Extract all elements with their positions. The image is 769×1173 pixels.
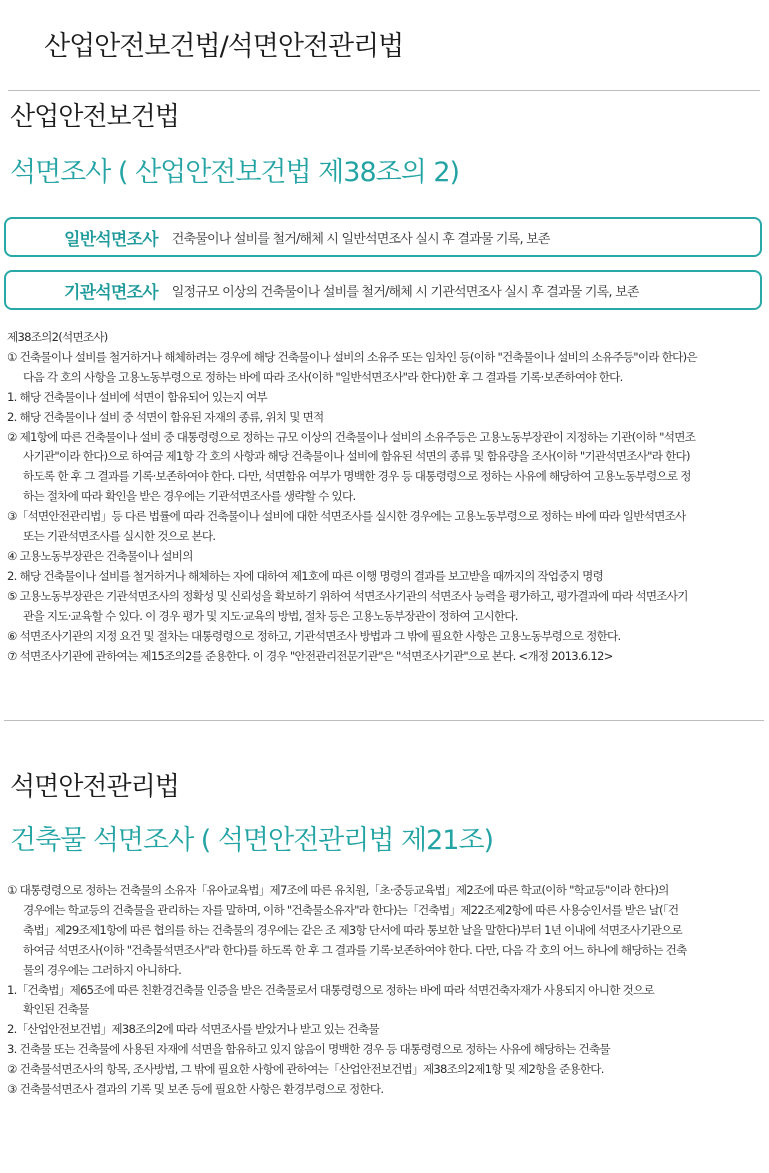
- paragraph-line: 하도록 한 후 그 결과를 기록·보존하여야 한다. 다만, 석면함유 여부가 명백한 경우 등 대통령령으로 정하는 사유에 해당하여 고용노동부령으로 정: [23, 469, 691, 484]
- paragraph-line: 3. 건축물 또는 건축물에 사용된 자재에 석면을 함유하고 있지 않음이 명백한 경우 등 대통령령으로 정하는 사유에 해당하는 건축물: [7, 1042, 610, 1057]
- institutional-survey-label: 기관석면조사: [64, 282, 158, 303]
- paragraph-line: 다음 각 호의 사항을 고용노동부령으로 정하는 바에 따라 조사(이하 "일반석면조사"라 한다)한 후 그 결과를 기록·보존하여야 한다.: [23, 369, 623, 384]
- paragraph-line: 1. 해당 건축물이나 설비에 석면이 함유되어 있는지 여부: [7, 389, 268, 404]
- paragraph-line: ① 건축물이나 설비를 철거하거나 해체하려는 경우에 해당 건축물이나 설비의 소유주 또는 임차인 등(이하 "건축물이나 설비의 소유주등"이라 한다)은: [7, 349, 697, 364]
- section1-text: [7, 328, 765, 666]
- general-survey-desc: 건축물이나 설비를 철거/해체 시 일반석면조사 실시 후 결과물 기록, 보존: [171, 231, 550, 247]
- paragraph-line: 1.「건축법」제65조에 따른 친환경건축물 인증을 받은 건축물로서 대통령령으로 정하는 바에 따라 석면건축자재가 사용되지 아니한 것으로: [7, 982, 654, 997]
- paragraph-line: 2. 해당 건축물이나 설비를 철거하거나 해체하는 자에 대하여 제1호에 따른 이행 명령의 결과를 보고받을 때까지의 작업중지 명령: [7, 568, 604, 583]
- institutional-survey-desc: 일정규모 이상의 건축물이나 설비를 철거/해체 시 기관석면조사 실시 후 결과물 기록, 보존: [171, 284, 639, 300]
- general-survey-label: 일반석면조사: [64, 229, 158, 250]
- section2-subtitle: 건축물 석면조사 ( 석면안전관리법 제21조): [10, 825, 494, 856]
- paragraph-line: 축법」제29조제1항에 따른 협의를 하는 건축물의 경우에는 같은 조 제3항 단서에 따라 통보한 날을 말한다)부터 1년 이내에 석면조사기관으로: [23, 922, 682, 937]
- page-title: 산업안전보건법/석면안전관리법: [44, 31, 404, 62]
- paragraph-line: ② 건축물석면조사의 항목, 조사방법, 그 밖에 필요한 사항에 관하여는「산업안전보건법」제38조의2제1항 및 제2항을 준용한다.: [7, 1062, 604, 1077]
- institutional-survey-box: [4, 270, 762, 310]
- paragraph-line: 또는 기관석면조사를 실시한 것으로 본다.: [23, 529, 216, 544]
- paragraph-line: ② 제1항에 따른 건축물이나 설비 중 대통령령으로 정하는 규모 이상의 건축물이나 설비의 소유주등은 고용노동부장관이 지정하는 기관(이하 "석면조: [7, 429, 696, 444]
- section2-text: [7, 881, 765, 1100]
- section1-subtitle: 석면조사 ( 산업안전보건법 제38조의 2): [10, 157, 460, 188]
- paragraph-line: 사기관"이라 한다)으로 하여금 제1항 각 호의 사항과 해당 건축물이나 설비에 함유된 석면의 종류 및 함유량을 조사(이하 "기관석면조사"라 한다): [23, 449, 690, 464]
- general-survey-box: [4, 217, 762, 257]
- paragraph-line: 2.「산업안전보건법」제38조의2에 따라 석면조사를 받았거나 받고 있는 건축물: [7, 1022, 379, 1037]
- paragraph-line: ③「석면안전관리법」등 다른 법률에 따라 건축물이나 설비에 대한 석면조사를 실시한 경우에는 고용노동부령으로 정하는 바에 따라 일반석면조사: [7, 509, 686, 524]
- paragraph-line: 물의 경우에는 그러하지 아니하다.: [23, 962, 182, 977]
- section1-title: 산업안전보건법: [10, 102, 179, 132]
- paragraph-line: ⑤ 고용노동부장관은 기관석면조사의 정확성 및 신뢰성을 확보하기 위하여 석면조사기관의 석면조사 능력을 평가하고, 평가결과에 따라 석면조사기: [7, 588, 688, 603]
- paragraph-line: 확인된 건축물: [23, 1002, 89, 1017]
- paragraph-line: 관을 지도·교육할 수 있다. 이 경우 평가 및 지도·교육의 방법, 절차 등은 고용노동부장관이 정하여 고시한다.: [23, 608, 518, 623]
- paragraph-line: 2. 해당 건축물이나 설비 중 석면이 함유된 자재의 종류, 위치 및 면적: [7, 409, 324, 424]
- paragraph-line: ⑥ 석면조사기관의 지정 요건 및 절차는 대통령령으로 정하고, 기관석면조사 방법과 그 밖에 필요한 사항은 고용노동부령으로 정한다.: [7, 628, 621, 643]
- paragraph-line: ⑦ 석면조사기관에 관하여는 제15조의2를 준용한다. 이 경우 "안전관리전문기관"은 "석면조사기관"으로 본다. <개정 2013.6.12>: [7, 648, 613, 663]
- paragraph-line: ③ 건축물석면조사 결과의 기록 및 보존 등에 필요한 사항은 환경부령으로 정한다.: [7, 1082, 384, 1097]
- paragraph-line: 하는 절차에 따라 확인을 받은 경우에는 기관석면조사를 생략할 수 있다.: [23, 489, 356, 504]
- section2-title: 석면안전관리법: [10, 772, 179, 802]
- top-divider: [8, 90, 760, 91]
- paragraph-line: ④ 고용노동부장관은 건축물이나 설비의: [7, 548, 193, 563]
- section-divider: [4, 720, 764, 721]
- paragraph-line: ① 대통령령으로 정하는 건축물의 소유자「유아교육법」제7조에 따른 유치원,「초·중등교육법」제2조에 따른 학교(이하 "학교등"이라 한다)의: [7, 883, 669, 897]
- paragraph-line: 경우에는 학교등의 건축물을 관리하는 자를 말하며, 이하 "건축물소유자"라 한다)는「건축법」제22조제2항에 따른 사용승인서를 받은 날(「건: [23, 902, 679, 917]
- article-heading: 제38조의2(석면조사): [7, 330, 108, 344]
- paragraph-line: 하여금 석면조사(이하 "건축물석면조사"라 한다)를 하도록 한 후 그 결과를 기록·보존하여야 한다. 다만, 다음 각 호의 어느 하나에 해당하는 건축: [23, 942, 687, 957]
